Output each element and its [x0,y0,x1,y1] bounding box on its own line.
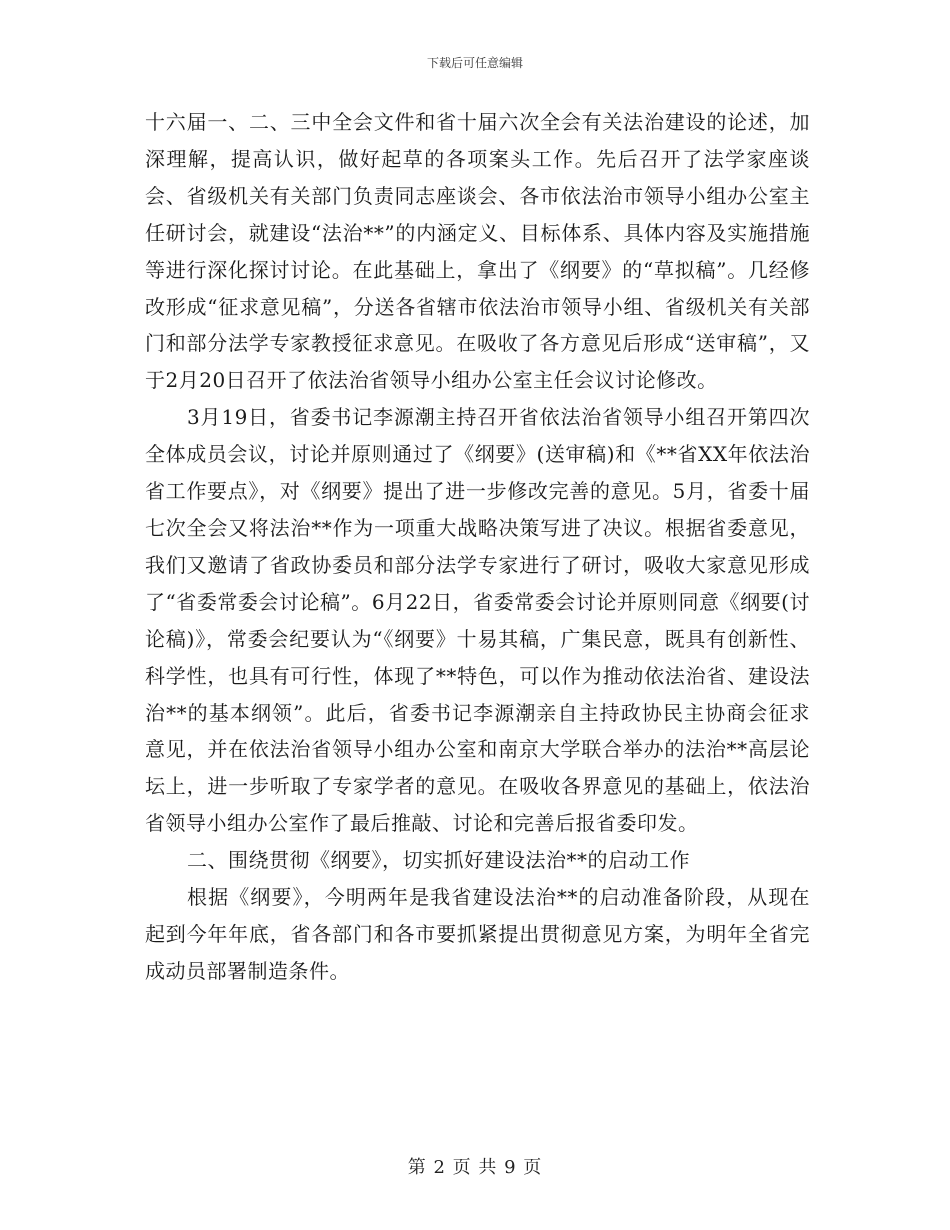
section-heading: 二、围绕贯彻《纲要》，切实抓好建设法治**的启动工作 [187,848,690,873]
document-body [145,104,810,990]
body-paragraph-march: 3月19日，省委书记李源潮主持召开省依法治省领导小组召开第四次全体成员会议，讨论并原则通过了《纲要》(送审稿)和《**省XX年依法治省工作要点》，对《纲要》提出了进一步修改完善的意见。5月，省委十届七次全会又将法治**作为一项重大战略决策写进了决议。根据省委意见，我们又邀请了省政协委员和部分法学专家进行了研讨，吸收大家意见形成了“省委常委会讨论稿”。6月22日，省委常委会讨论并原则同意《纲要(讨论稿)》，常委会纪要认为“《纲要》十易其稿，广集民意，既具有创新性、科学性，也具有可行性，体现了**特色，可以作为推动依法治省、建设法治**的基本纲领”。此后，省委书记李源潮亲自主持政协民主协商会征求意见，并在依法治省领导小组办公室和南京大学联合举办的法治**高层论坛上，进一步听取了专家学者的意见。在吸收各界意见的基础上，依法治省领导小组办公室作了最后推敲、讨论和完善后报省委印发。 [145,405,810,836]
body-paragraph-continuation: 十六届一、二、三中全会文件和省十届六次全会有关法治建设的论述，加深理解，提高认识，做好起草的各项案头工作。先后召开了法学家座谈会、省级机关有关部门负责同志座谈会、各市依法治市领导小组办公室主任研讨会，就建设“法治**”的内涵定义、目标体系、具体内容及实施措施等进行深化探讨讨论。在此基础上，拿出了《纲要》的“草拟稿”。几经修改形成“征求意见稿”，分送各省辖市依法治市领导小组、省级机关有关部门和部分法学专家教授征求意见。在吸收了各方意见后形成“送审稿”，又于2月20日召开了依法治省领导小组办公室主任会议讨论修改。 [145,110,810,393]
page-header: 下载后可任意编辑 [426,56,523,70]
page-number-footer: 第 2 页 共 9 页 [407,1157,543,1178]
body-paragraph-closing: 根据《纲要》，今明两年是我省建设法治**的启动准备阶段，从现在起到今年年底，省各部门和各市要抓紧提出贯彻意见方案，为明年全省完成动员部署制造条件。 [145,885,810,983]
